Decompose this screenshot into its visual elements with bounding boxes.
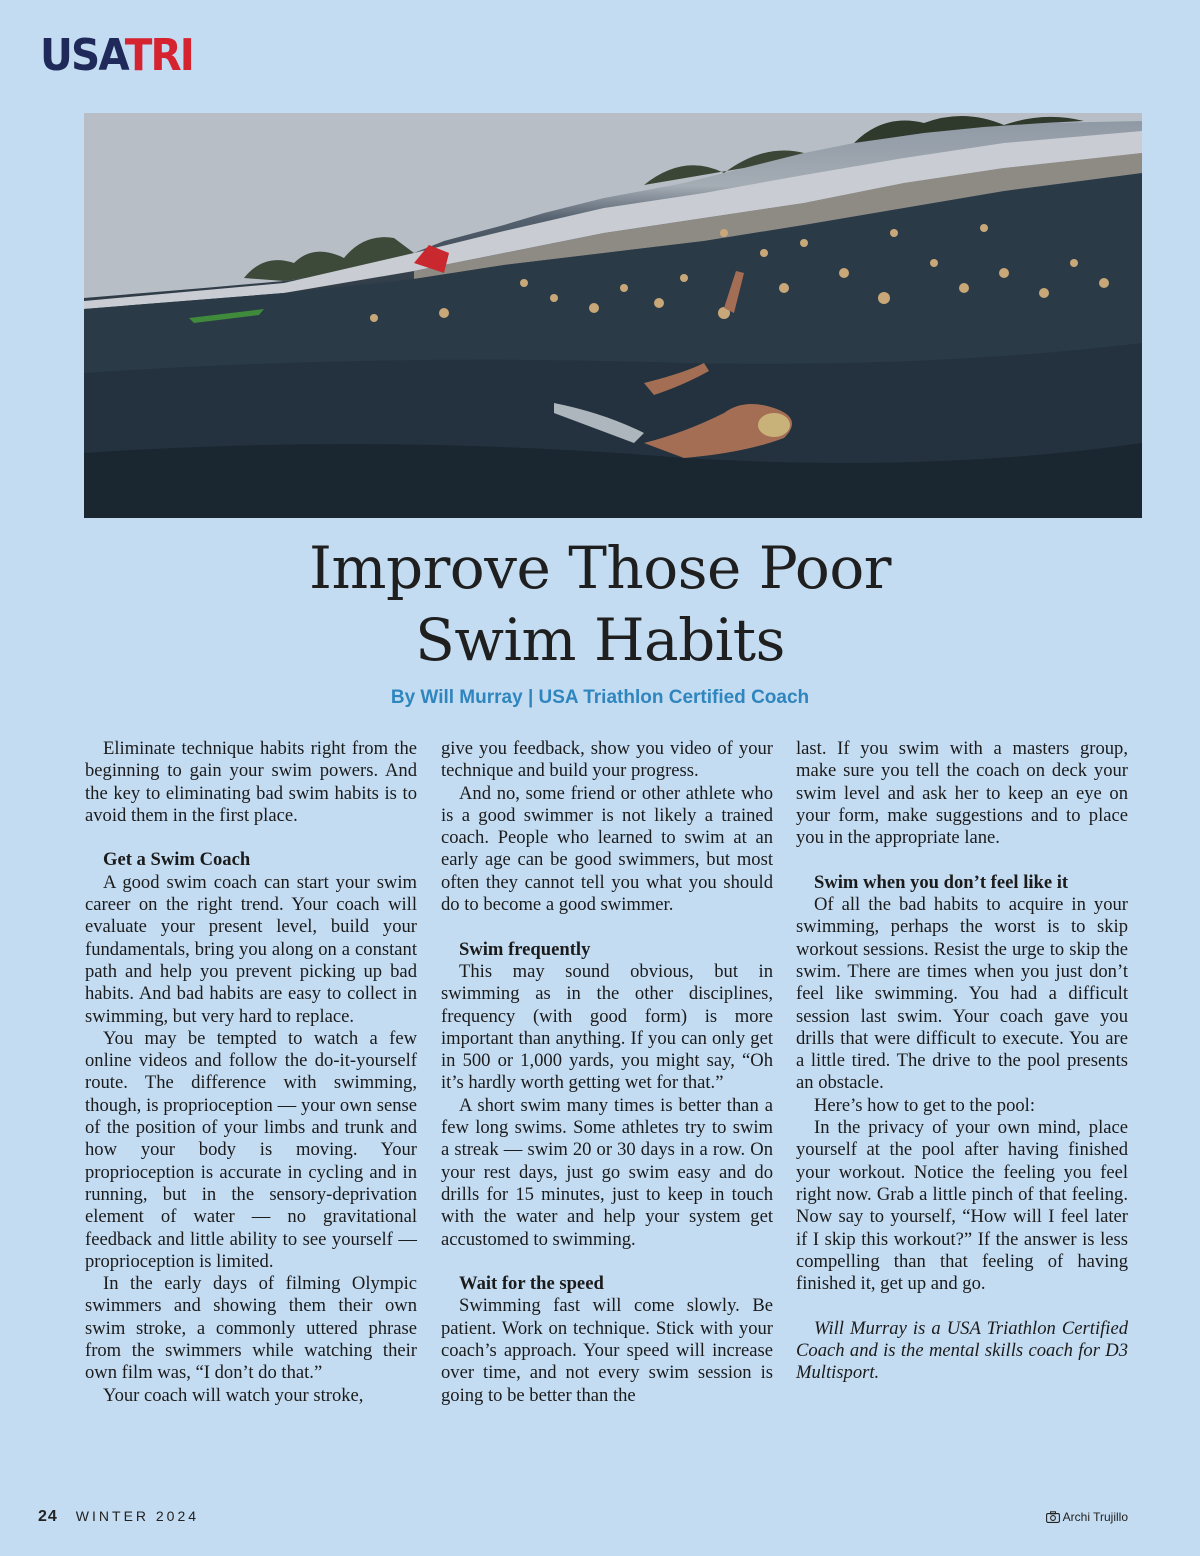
author-bio: Will Murray is a USA Triathlon Certified Coach and is the mental skills coach for D3 Multisport. bbox=[796, 1317, 1128, 1384]
paragraph: last. If you swim with a masters group, make sure you tell the coach on deck your swim level and ask her to keep an eye on your form, make suggestions and to place you in the appropriate lane. bbox=[796, 738, 1128, 849]
subheading: Get a Swim Coach bbox=[103, 849, 251, 871]
paragraph: This may sound obvious, but in swimming as in the other disciplines, frequency (with good form) is more important than anything. If you can only get in 500 or 1,000 yards, you might say, “Oh it’s hardly worth getting wet for that.” bbox=[441, 960, 773, 1094]
logo-tri: TRI bbox=[124, 30, 194, 81]
photo-credit-name: Archi Trujillo bbox=[1062, 1510, 1128, 1524]
photo-credit bbox=[1046, 1509, 1128, 1527]
title-line-1: Improve Those Poor bbox=[309, 534, 891, 602]
paragraph: In the early days of filming Olympic swimmers and showing them their own swim stroke, a commonly uttered phrase from the swimmers while watching their own film was, “I don’t do that.” bbox=[85, 1273, 417, 1384]
column-2 bbox=[441, 738, 773, 1407]
swimmers-illustration bbox=[84, 113, 1142, 518]
column-1 bbox=[85, 738, 417, 1407]
page-number: 24 bbox=[38, 1508, 58, 1525]
logo-usa: USA bbox=[40, 30, 125, 81]
paragraph: Your coach will watch your stroke, bbox=[103, 1384, 364, 1406]
camera-icon bbox=[1046, 1511, 1060, 1527]
byline: By Will Murray | USA Triathlon Certified Coach bbox=[390, 687, 810, 708]
subheading: Swim frequently bbox=[459, 938, 591, 960]
paragraph: Here’s how to get to the pool: bbox=[814, 1094, 1036, 1116]
subheading: Swim when you don’t feel like it bbox=[814, 871, 1069, 893]
paragraph: give you feedback, show you video of your technique and build your progress. bbox=[441, 738, 773, 782]
folio bbox=[38, 1507, 199, 1526]
usatri-logo bbox=[40, 30, 193, 82]
paragraph: In the privacy of your own mind, place yourself at the pool after having finished your workout. Notice the feeling you feel right now. Grab a little pinch of that feeling. Now say to yourself, “How will I feel later if I skip this workout?” If the answer is less compelling than that feeling of having finished it, get up and go. bbox=[796, 1117, 1128, 1295]
swimmers-photo bbox=[84, 113, 1142, 518]
subheading: Wait for the speed bbox=[459, 1273, 604, 1295]
paragraph: A short swim many times is better than a few long swims. Some athletes try to swim a streak — swim 20 or 30 days in a row. On your rest days, just go swim easy and do drills for 15 minutes, just to keep in touch with the water and help your system get accustomed to swimming. bbox=[441, 1094, 773, 1250]
column-3 bbox=[796, 738, 1128, 1385]
paragraph: You may be tempted to watch a few online videos and follow the do-it-yourself route. The difference with swimming, though, is proprioception — your own sense of the position of your limbs and trunk and how your body is moving. Your proprioception is accurate in cycling and in running, but in the sensory-deprivation element of water — no gravitational feedback and little ability to see yourself — proprioception is limited. bbox=[85, 1027, 417, 1272]
paragraph: Eliminate technique habits right from the beginning to gain your swim powers. And the key to eliminating bad swim habits is to avoid them in the first place. bbox=[85, 738, 417, 826]
paragraph: Swimming fast will come slowly. Be patient. Work on technique. Stick with your coach’s approach. Your speed will increase over time, and not every swim session is going to be better than the bbox=[441, 1295, 773, 1406]
paragraph: And no, some friend or other athlete who is a good swimmer is not likely a trained coach. People who learned to swim at an early age can be good swimmers, but most often they cannot tell you what you should do to become a good swimmer. bbox=[441, 782, 773, 916]
paragraph: Of all the bad habits to acquire in your swimming, perhaps the worst is to skip workout sessions. Resist the urge to skip the swim. There are times when you just don’t feel like swimming. You had a difficult session last swim. Your coach gave you drills that were difficult to execute. You are a little tired. The drive to the pool presents an obstacle. bbox=[796, 894, 1128, 1094]
paragraph: A good swim coach can start your swim career on the right trend. Your coach will evaluate your present level, build your fundamentals, bring you along on a constant path and help you prevent picking up bad habits. And bad habits are easy to collect in swimming, but very hard to replace. bbox=[85, 871, 417, 1027]
issue-label: WINTER 2024 bbox=[75, 1508, 200, 1524]
article-title bbox=[200, 532, 1000, 676]
title-line-2: Swim Habits bbox=[415, 606, 785, 674]
